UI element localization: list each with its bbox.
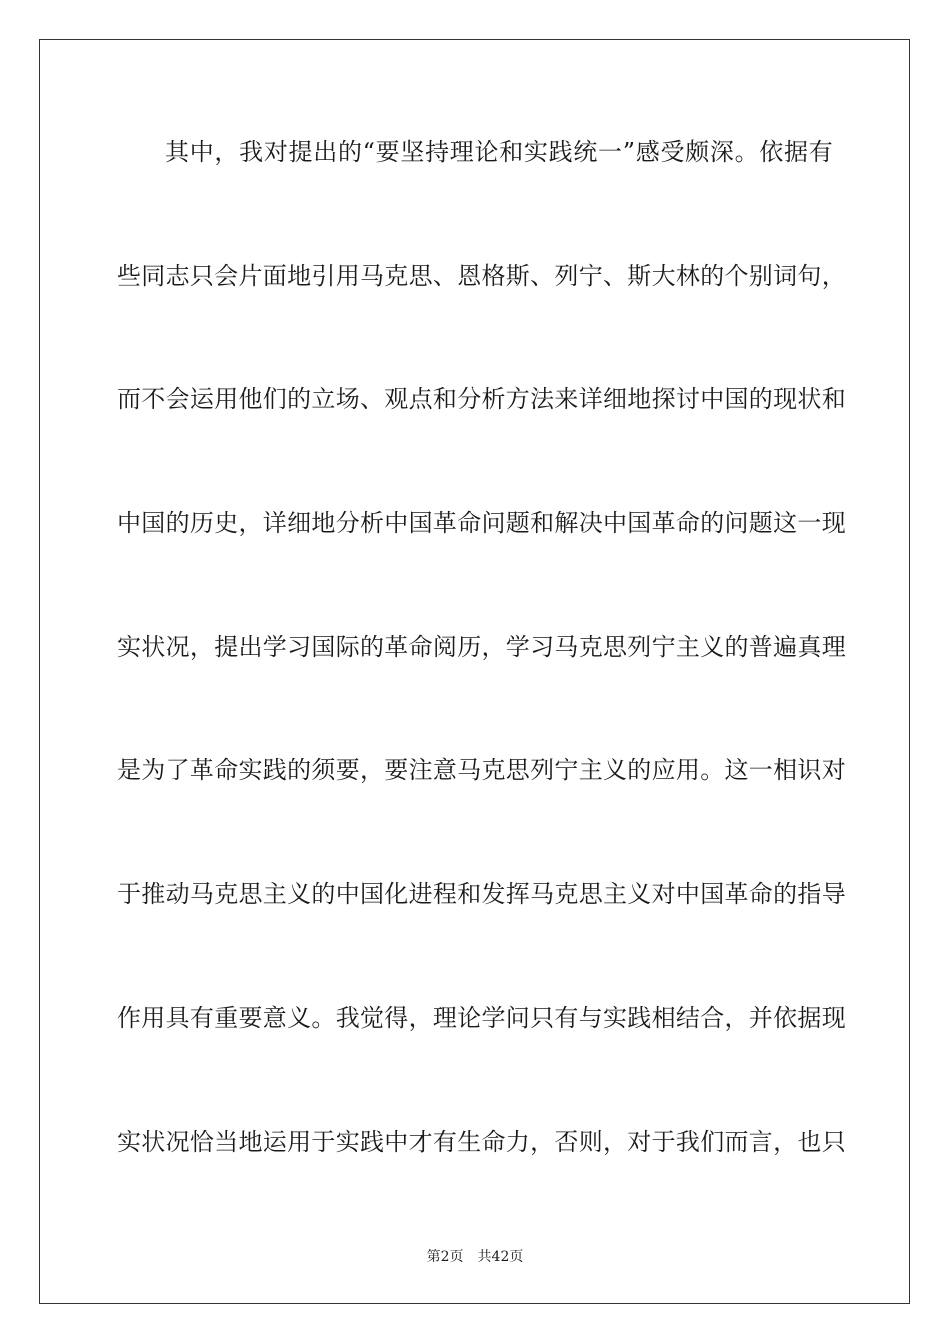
paragraph-line: 其中，我对提出的“要坚持理论和实践统一”感受颇深。依据有 bbox=[165, 138, 833, 166]
paragraph-line: 实状况恰当地运用于实践中才有生命力，否则，对于我们而言，也只 bbox=[117, 1128, 846, 1156]
paragraph-line: 些同志只会片面地引用马克思、恩格斯、列宁、斯大林的个别词句， bbox=[117, 262, 846, 290]
paragraph-line: 是为了革命实践的须要，要注意马克思列宁主义的应用。这一相识对 bbox=[117, 756, 846, 784]
page-footer bbox=[0, 1248, 950, 1266]
paragraph-line: 而不会运用他们的立场、观点和分析方法来详细地探讨中国的现状和 bbox=[117, 385, 846, 413]
paragraph-line: 中国的历史，详细地分析中国革命问题和解决中国革命的问题这一现 bbox=[117, 509, 846, 537]
page-number: 第2页 bbox=[426, 1249, 464, 1265]
page-total: 共42页 bbox=[477, 1249, 524, 1265]
paragraph-line: 于推动马克思主义的中国化进程和发挥马克思主义对中国革命的指导 bbox=[117, 880, 846, 908]
page-border bbox=[39, 39, 910, 1304]
paragraph-line: 实状况，提出学习国际的革命阅历，学习马克思列宁主义的普遍真理 bbox=[117, 633, 846, 661]
paragraph-line: 作用具有重要意义。我觉得，理论学问只有与实践相结合，并依据现 bbox=[117, 1004, 846, 1032]
